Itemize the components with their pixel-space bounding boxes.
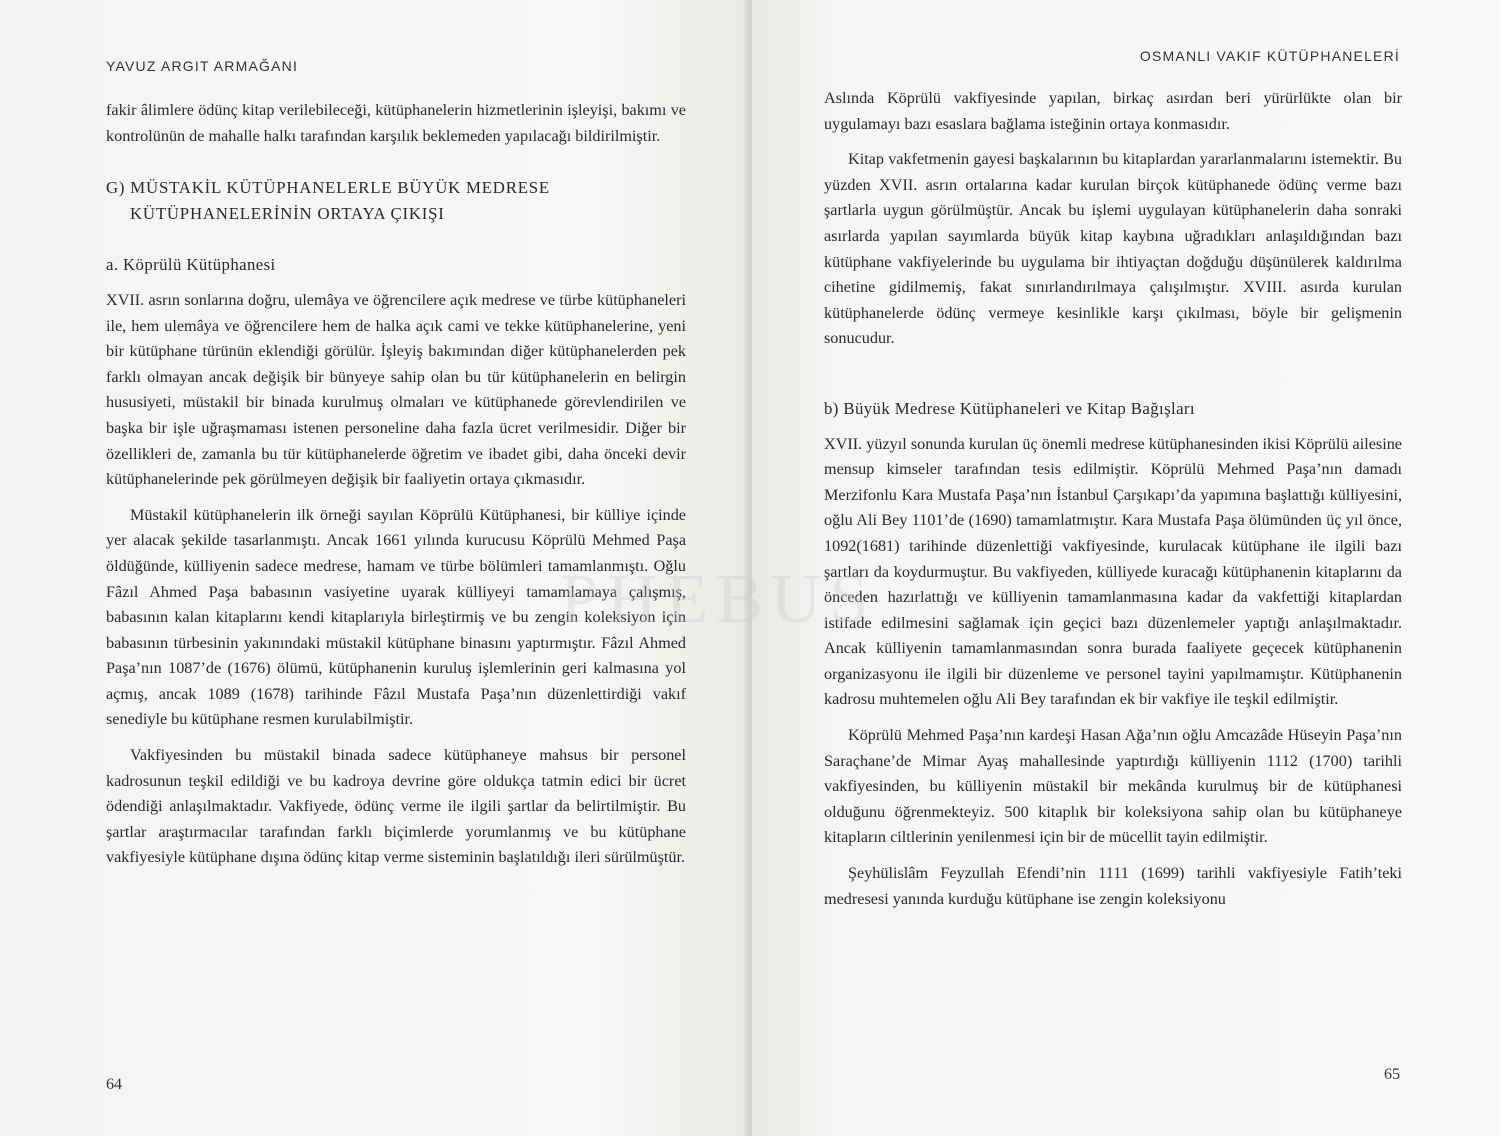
paragraph: XVII. asrın sonlarına doğru, ulemâya ve öğrencilere açık medrese ve türbe kütüphaneleri ile, hem ulemâya ve öğrencilere hem de halka açık cami ve tekke kütüphanelerine, yeni bir kütüphane türünün eklendiği görülür. İşleyiş bakımından diğer kütüphanelerden pek farklı olmayan ancak değişik bir bünyeye sahip olan bu tür kütüphanelerin en belirgin hususiyeti, müstakil bir binada kurulmuş olmaları ve kütüphanede görevlendirilen ve başka bir işle uğraşmaması istenen personeline daha fazla ücret verilmesidir. Diğer bir özellikleri de, zamanla bu tür kütüphanelerde öğretim ve ibadet gibi, daha önceki devir kütüphanelerinde pek görülmeyen değişik bir faaliyetin ortaya çıkmasıdır. xyxy=(106,290,686,489)
left-page-body xyxy=(106,98,686,871)
page-number-right: 65 xyxy=(1384,1066,1400,1083)
paragraph: Şeyhülislâm Feyzullah Efendi’nin 1111 (1699) tarihli vakfiyesiyle Fatih’teki medresesi yanında kurduğu kütüphane ise zengin koleksiyonu xyxy=(824,864,1402,908)
paragraph: Köprülü Mehmed Paşa’nın kardeşi Hasan Ağa’nın oğlu Amcazâde Hüseyin Paşa’nın Saraçhane’de Mimar Ayaş mahallesinde yaptırdığı külliyenin 1112 (1700) tarihli vakfiyesinden, bu külliyenin müstakil bir mekânda kurulmuş bir de kütüphanesi olduğunu öğrenmekteyiz. 500 kitaplık bir koleksiyona sahip olan bu kütüphaneye kitapların ciltlerinin yenilenmesi için bir de mücellit tayin edilmiştir. xyxy=(824,726,1402,847)
section-heading-line2: KÜTÜPHANELERİNİN ORTAYA ÇIKIŞI xyxy=(130,203,445,223)
right-page-body xyxy=(824,86,1402,912)
watermark: PHEBUS xyxy=(560,561,877,638)
paragraph: Vakfiyesinden bu müstakil binada sadece kütüphaneye mahsus bir personel kadrosunun teşkil edildiği ve bu kadroya devrine göre oldukça tatmin edici bir ücret ödendiği anlaşılmaktadır. Vakfiyede, ödünç verme ile ilgili şartlar da belirtilmiştir. Bu şartlar araştırmacılar tarafından farklı biçimlerde yorumlanmış ve bu kütüphane vakfiyesiyle kütüphane dışına ödünç kitap verme sisteminin başlatıldığı ileri sürülmüştür. xyxy=(106,746,686,867)
left-page xyxy=(0,0,748,1136)
paragraph: Aslında Köprülü vakfiyesinde yapılan, birkaç asırdan beri yürürlükte olan bir uygulamayı bazı esaslara bağlama isteğinin ortaya konmasıdır. xyxy=(824,89,1402,133)
subsection-heading-a: a. Köprülü Kütüphanesi xyxy=(106,255,276,275)
section-heading xyxy=(106,175,686,226)
running-head-left: YAVUZ ARGIT ARMAĞANI xyxy=(106,58,299,74)
section-heading-line1: G) MÜSTAKİL KÜTÜPHANELERLE BÜYÜK MEDRESE xyxy=(106,178,550,198)
paragraph: Müstakil kütüphanelerin ilk örneği sayılan Köprülü Kütüphanesi, bir külliye içinde yer alacak şekilde tasarlanmıştı. Ancak 1661 yılında kurucusu Köprülü Mehmed Paşa öldüğünde, külliyenin sadece medrese, hamam ve türbe bölümleri tamamlanmıştı. Oğlu Fâzıl Ahmed Paşa babasının vasiyetine uyarak külliyeyi tamamlamaya çalışmış, babasının kalan kitaplarını kendi kitaplarıyla birleştirmiş ve bu zengin koleksiyon için babasının türbesinin yakınındaki müstakil kütüphane binasını yaptırmıştır. Fâzıl Ahmed Paşa’nın 1087’de (1676) ölümü, kütüphanenin kuruluş işlemlerinin geri kalmasına yol açmış, ancak 1089 (1678) tarihinde Fâzıl Mustafa Paşa’nın düzenlettirdiği vakıf senediyle bu kütüphane resmen kurulabilmiştir. xyxy=(106,505,686,729)
running-head-right: OSMANLI VAKIF KÜTÜPHANELERİ xyxy=(1139,48,1400,64)
paragraph: XVII. yüzyıl sonunda kurulan üç önemli medrese kütüphanesinden ikisi Köprülü ailesine mensup kimseler tarafından tesis edilmiştir. Köprülü Mehmed Paşa’nın damadı Merzifonlu Kara Mustafa Paşa’nın İstanbul Çarşıkapı’da yapımına başlattığı külliyesini, oğlu Ali Bey 1101’de (1690) tamamlatmıştır. Kara Mustafa Paşa ölümünden üç yıl önce, 1092(1681) tarihinde düzenlettiği vakfiyesinde, kurulacak kütüphane ile ilgili bazı şartları da koydurmuştur. Bu vakfiyeden, külliyede kuracağı kütüphanenin kitaplarını da önceden hazırlattığı ve külliyenin tamamlanmasına kadar da vakfettiği kitaplardan istifade edilmesini sağlamak için geçici bazı düzenlemeler yaptığı anlaşılmaktadır. Ancak külliyenin tamamlanmasından sonra burada faaliyete geçecek kütüphanenin organizasyonu ile ilgili bir düzenleme ve personel tayini yapılmamıştır. Kütüphanenin kadrosu muhtemelen oğlu Ali Bey tarafından ek bir vakfiye ile teşkil edilmiştir. xyxy=(824,434,1402,709)
subsection-heading-b: b) Büyük Medrese Kütüphaneleri ve Kitap Bağışları xyxy=(824,398,1195,418)
right-page xyxy=(752,0,1500,1136)
page-number-left: 64 xyxy=(106,1076,122,1093)
paragraph: Kitap vakfetmenin gayesi başkalarının bu kitaplardan yararlanmalarını istemektir. Bu yüzden XVII. asrın ortalarına kadar kurulan birçok kütüphanede ödünç verme bazı şartlarla uygun görülmüştür. Ancak bu işlemi uygulayan kütüphanelerin daha sonraki asırlarda yapılan sayımlarda büyük kitap kaybına uğradıkları anlaşıldığından bazı kütüphane vakfiyelerinde bu uygulama bir ihtiyaçtan doğduğu düşünülerek kaldırılma cihetine gidilmemiş, fakat sınırlandırılmaya çalışılmıştır. XVIII. asırda kurulan kütüphanelerde ödünç vermeye kesinlikle karşı çıkılması, böyle bir gelişmenin sonucudur. xyxy=(824,150,1402,348)
intro-paragraph: fakir âlimlere ödünç kitap verilebileceği, kütüphanelerin hizmetlerinin işleyişi, bakımı ve kontrolünün de mahalle halkı tarafından karşılık beklemeden yapılacağı bildirilmiştir. xyxy=(106,101,686,145)
